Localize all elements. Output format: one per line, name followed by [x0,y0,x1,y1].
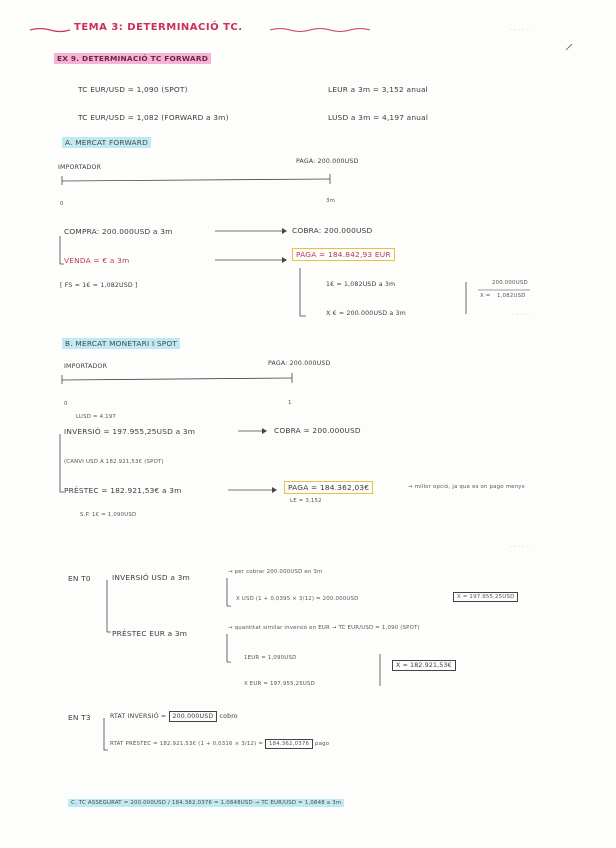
importer-label-b: IMPORTADOR [64,363,108,370]
paga-result-b: PAGA = 184.362,03€ [284,483,373,492]
fraction-numerator: 200.000USD [492,280,528,286]
fraction-denominator: 1,082USD [497,293,526,299]
prestec-result: X = 182.921,53€ [392,662,456,669]
inversio-purpose-note: → per cobrar 200.000USD en 3m [228,569,323,575]
paga-label-b: PAGA: 200.000USD [268,360,331,367]
best-option-note: → millor opció, ja que es on pago menys [408,484,525,490]
forward-eq-1: 1€ = 1,082USD a 3m [326,281,396,288]
prestec-eq-a: 1EUR = 1,090USD [244,655,297,661]
section-c-line: C. TC ASSEGURAT = 200.000USD / 184.362,0376 = 1,0848USD → TC EUR/USD = 1,0848 a 3m [68,800,344,806]
page-title: TEMA 3: DETERMINACIÓ TC. [74,22,243,33]
paga-result-a: PAGA = 184.842,93 EUR [292,250,395,259]
venda-line: VENDA = € a 3m [64,256,130,265]
section-b-heading: B. MERCAT MONETARI I SPOT [62,339,180,348]
prestec-eur-line: PRÉSTEC EUR a 3m [112,629,188,638]
faint-mark-b: · · · · · [510,544,529,551]
rtat-prestec-line: RTAT PRÉSTEC = 182.921,53€ (1 + 0,0316 × 3/12) = 184.362,0376 pago [110,741,330,747]
forward-eq-2: X € = 200.000USD a 3m [326,310,406,317]
en-t3-label: EN T3 [68,713,91,722]
lusd-small-note: LUSD = 4,197 [76,414,117,420]
en-t0-label: EN T0 [68,574,91,583]
forward-rate: TC EUR/USD = 1,082 (FORWARD a 3m) [78,113,229,122]
time-3m-a: 3m [326,198,336,204]
inversio-usd-line: INVERSIÓ USD a 3m [112,573,190,582]
paga-sub-note: LE = 3,152 [290,498,322,504]
lusd-rate: LUSD a 3m = 4,197 anual [328,113,429,122]
inversio-equation: X USD (1 + 0,0395 × 3/12) = 200.000USD [236,596,359,602]
section-a-heading: A. MERCAT FORWARD [62,138,151,147]
importer-label-a: IMPORTADOR [58,164,102,171]
time-one-b: 1 [288,400,292,406]
corner-faint-mark: · · · · · [510,27,529,34]
prestec-line: PRÉSTEC = 182.921,53€ a 3m [64,486,182,495]
canvi-note: (CANVI USD A 182.921,53€ (SPOT) [64,459,164,465]
paga-label-a: PAGA: 200.000USD [296,158,359,165]
exercise-heading: EX 9. DETERMINACIÓ TC FORWARD [54,54,211,63]
time-zero-a: 0 [60,201,64,207]
compra-line: COMPRA: 200.000USD a 3m [64,227,173,236]
rtat-inversio-line: RTAT INVERSIÓ = 200.000USD cobro [110,713,238,720]
time-zero-b: 0 [64,401,68,407]
prestec-eq-b: X EUR = 197.955,25USD [244,681,316,687]
cobra-line-b: COBRA = 200.000USD [274,426,361,435]
fs-note: [ FS = 1€ = 1,082USD ] [60,282,138,289]
faint-mark-a: · · · · · [512,312,531,319]
prestec-purpose-note: → quantitat similar inversió en EUR → TC EUR/USD = 1,090 (SPOT) [228,625,420,631]
spot-rate: TC EUR/USD = 1,090 (SPOT) [78,85,188,94]
leur-rate: LEUR a 3m = 3,152 anual [328,85,428,94]
cobra-line-a: COBRA: 200.000USD [292,226,373,235]
spot-small-note: S.P. 1€ = 1,090USD [80,512,137,518]
inversio-result: X = 197.955,25USD [453,594,518,600]
fraction-lhs: X = [480,293,491,299]
inversio-line: INVERSIÓ = 197.955,25USD a 3m [64,427,196,436]
